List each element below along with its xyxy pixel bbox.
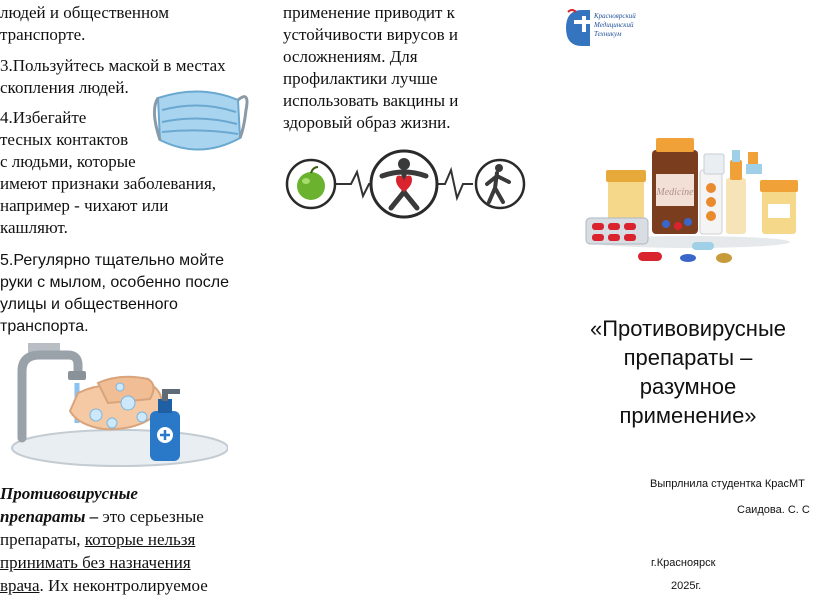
definition-text: . Их неконтролируемое: [39, 576, 208, 595]
definition-underlined-text: принимать без назначения: [0, 553, 191, 572]
left-text-line: транспорте.: [0, 25, 86, 44]
middle-text-line: применение приводит к: [283, 3, 455, 22]
definition-term: Противовирусные: [0, 484, 138, 503]
definition-term: препараты –: [0, 507, 99, 526]
middle-text-line: осложнениям. Для: [283, 47, 418, 66]
author-name: Саидова. С. С: [737, 504, 810, 516]
medicine-label: Medicine: [656, 187, 694, 198]
tip-5-line: транспорта.: [0, 318, 89, 335]
tip-4-line: 4.Избегайте: [0, 108, 87, 127]
title-line: «Противовирусные: [590, 316, 786, 341]
tip-3-line: скопления людей.: [0, 78, 129, 97]
definition-text: это серьезные: [98, 507, 204, 526]
face-mask-icon: [150, 80, 250, 162]
logo-text: Красноярский: [594, 12, 636, 20]
title-line: разумное: [639, 374, 737, 399]
definition-text: препараты,: [0, 530, 85, 549]
tip-4-line: кашляют.: [0, 218, 68, 237]
logo-text: Медицинский: [594, 21, 634, 29]
definition-paragraph: [0, 482, 235, 597]
brochure-title: [560, 314, 816, 430]
tip-5-line: руки с мылом, особенно после: [0, 274, 230, 291]
title-line: применение»: [619, 403, 757, 428]
logo-text: Техникум: [594, 30, 622, 38]
city-label: г.Красноярск: [651, 557, 716, 569]
tip-5-line: 5.Регулярно тщательно мойте: [0, 252, 225, 269]
definition-underlined-text: которые нельзя: [84, 530, 196, 549]
tip-4-line: имеют признаки заболевания,: [0, 174, 217, 193]
hand-washing-icon: [8, 343, 228, 468]
medicine-bottles-icon: [582, 130, 800, 270]
tip-5-line: улицы и общественного: [0, 296, 178, 313]
tip-4-line: тесных контактов: [0, 130, 129, 149]
middle-text-line: устойчивости вирусов и: [283, 25, 458, 44]
healthy-lifestyle-icon: [283, 146, 528, 222]
author-label: Выпрлнила студентка КрасМТ: [650, 478, 805, 490]
tip-4-line: например - чихают или: [0, 196, 169, 215]
college-logo: [560, 6, 640, 50]
tip-3-line: 3.Пользуйтесь маской в местах: [0, 56, 226, 75]
tip-4-line: с людьми, которые: [0, 152, 136, 171]
year-label: 2025г.: [671, 580, 702, 592]
middle-text-line: использовать вакцины и: [283, 91, 459, 110]
left-text-line: людей и общественном: [0, 3, 169, 22]
title-line: препараты –: [623, 345, 753, 370]
middle-text-line: профилактики лучше: [283, 69, 438, 88]
definition-underlined-text: врача: [0, 576, 40, 595]
middle-text-line: здоровый образ жизни.: [283, 113, 451, 132]
